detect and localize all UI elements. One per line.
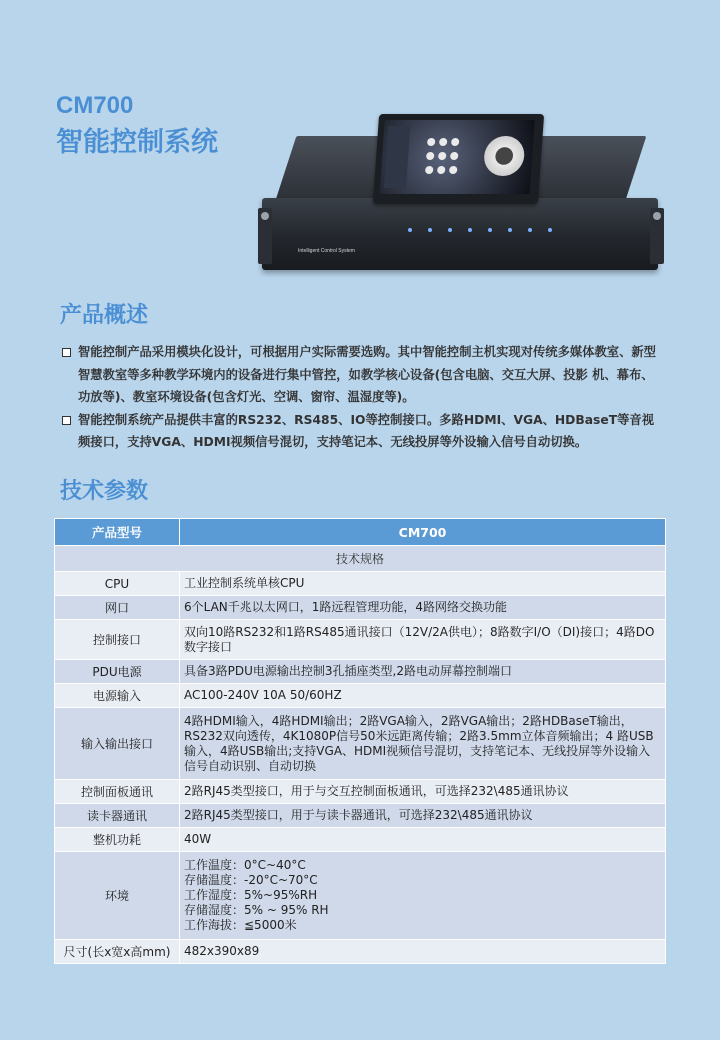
- spec-key: 控制面板通讯: [55, 780, 180, 804]
- device-body: [262, 198, 658, 270]
- keypad-button: [426, 152, 435, 160]
- spec-value: 40W: [180, 828, 666, 852]
- status-led: [508, 228, 512, 232]
- square-bullet-icon: [62, 416, 71, 425]
- product-image: [258, 108, 668, 273]
- spec-row: [55, 804, 666, 828]
- spec-value: 双向10路RS232和1路RS485通讯接口（12V/2A供电）；8路数字I/O（DI)接口；4路DO数字接口: [180, 620, 666, 660]
- spec-subheader-row: [55, 546, 666, 572]
- spec-row: [55, 572, 666, 596]
- specs-title: 技术参数: [60, 479, 149, 504]
- status-led: [528, 228, 532, 232]
- spec-value: 482x390x89: [180, 940, 666, 964]
- spec-row: [55, 852, 666, 940]
- header-key: 产品型号: [55, 519, 180, 546]
- spec-key: 电源输入: [55, 684, 180, 708]
- spec-row: [55, 940, 666, 964]
- overview-item: [62, 409, 662, 454]
- keypad-button: [438, 152, 447, 160]
- spec-row: [55, 828, 666, 852]
- overview-item: [62, 341, 662, 409]
- keypad-button: [449, 166, 458, 174]
- spec-value: 2路RJ45类型接口，用于与交互控制面板通讯，可选择232\485通讯协议: [180, 780, 666, 804]
- spec-key: CPU: [55, 572, 180, 596]
- spec-value: 4路HDMI输入，4路HDMI输出；2路VGA输入，2路VGA输出；2路HDBaseT输出，RS232双向透传，4K1080P信号50米远距离传输；2路3.5mm立体音频输出；4 路USB输入，4路USB输出;支持VGA、HDMI视频信号混切，支持笔记本、无线投屏等外设输入信号自动识别、自动切换: [180, 708, 666, 780]
- spec-value: AC100-240V 10A 50/60HZ: [180, 684, 666, 708]
- spec-key: 输入输出接口: [55, 708, 180, 780]
- spec-value: 工作温度：0°C~40°C 存储温度：-20°C~70°C 工作湿度：5%~95%RH 存储湿度：5% ~ 95% RH 工作海拔：≦5000米: [180, 852, 666, 940]
- keypad-button: [450, 152, 459, 160]
- overview-title: 产品概述: [60, 303, 149, 328]
- square-bullet-icon: [62, 348, 71, 357]
- spec-value: 2路RJ45类型接口，用于与读卡器通讯，可选择232\485通讯协议: [180, 804, 666, 828]
- status-led: [448, 228, 452, 232]
- spec-key: 读卡器通讯: [55, 804, 180, 828]
- spec-row: [55, 596, 666, 620]
- keypad-button: [427, 138, 436, 146]
- header-value: CM700: [180, 519, 666, 546]
- spec-key: 环境: [55, 852, 180, 940]
- status-led: [468, 228, 472, 232]
- spec-key: 整机功耗: [55, 828, 180, 852]
- spec-row: [55, 780, 666, 804]
- device-label: Intelligent Control System: [298, 248, 355, 254]
- spec-body: [55, 572, 666, 964]
- spec-row: [55, 708, 666, 780]
- overview-item-text: 智能控制产品采用模块化设计，可根据用户实际需要选购。其中智能控制主机实现对传统多媒体教室、新型智慧教室等多种教学环境内的设备进行集中管控，如教学核心设备(包含电脑、交互大屏、投影 机、幕布、功放等)、教室环境设备(包含灯光、空调、窗帘、温湿度等)。: [78, 345, 656, 404]
- spec-key: 尺寸(长x宽x高mm): [55, 940, 180, 964]
- overview-list: [62, 341, 662, 454]
- status-led: [488, 228, 492, 232]
- spec-value: 6个LAN千兆以太网口，1路远程管理功能，4路网络交换功能: [180, 596, 666, 620]
- keypad-button: [451, 138, 460, 146]
- spec-row: [55, 684, 666, 708]
- keypad-button: [425, 166, 434, 174]
- device-left-ear: [258, 208, 272, 264]
- touch-screen: [380, 120, 535, 194]
- spec-key: 网口: [55, 596, 180, 620]
- spec-table: [54, 518, 666, 964]
- product-name: 智能控制系统: [56, 127, 218, 158]
- screen-sidebar: [384, 126, 410, 188]
- spec-header-row: [55, 519, 666, 546]
- spec-row: [55, 660, 666, 684]
- spec-row: [55, 620, 666, 660]
- spec-value: 工业控制系统单核CPU: [180, 572, 666, 596]
- keypad-button: [439, 138, 448, 146]
- status-led: [548, 228, 552, 232]
- spec-subheader: 技术规格: [55, 546, 666, 572]
- spec-key: PDU电源: [55, 660, 180, 684]
- model-title: CM700: [56, 92, 134, 119]
- device-right-ear: [650, 208, 664, 264]
- touch-panel: [373, 114, 544, 204]
- status-led: [428, 228, 432, 232]
- spec-value: 具备3路PDU电源输出控制3孔插座类型,2路电动屏幕控制端口: [180, 660, 666, 684]
- status-led: [408, 228, 412, 232]
- navigation-wheel: [483, 136, 526, 176]
- keypad-button: [437, 166, 446, 174]
- spec-key: 控制接口: [55, 620, 180, 660]
- overview-item-text: 智能控制系统产品提供丰富的RS232、RS485、IO等控制接口。多路HDMI、VGA、HDBaseT等音视频接口，支持VGA、HDMI视频信号混切，支持笔记本、无线投屏等外设输入信号自动切换。: [78, 412, 654, 449]
